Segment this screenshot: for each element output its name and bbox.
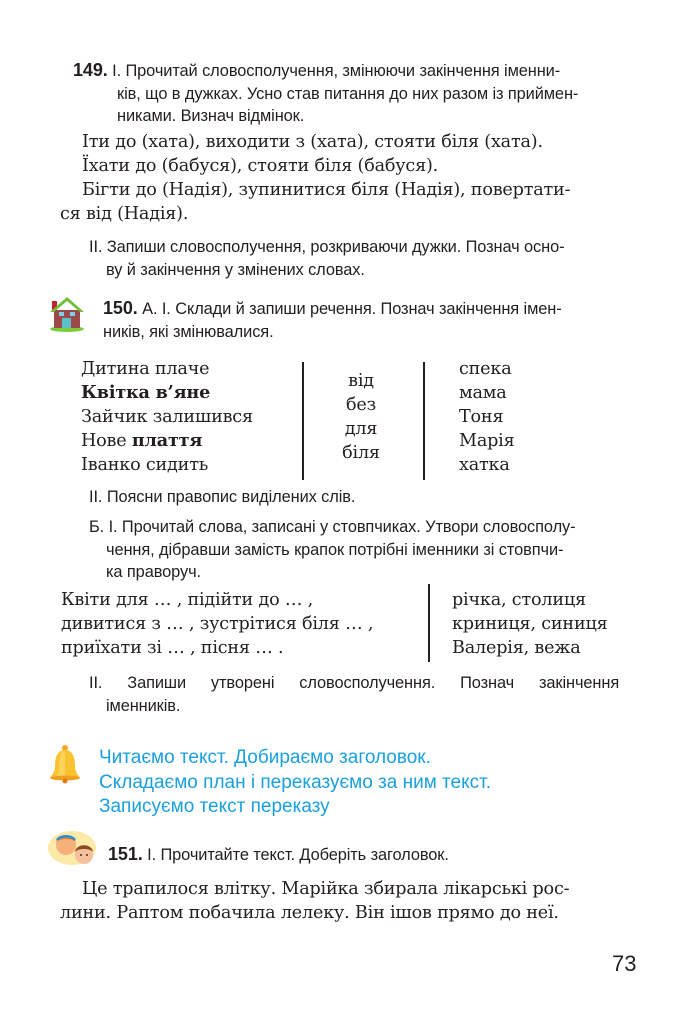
table-cell: Квітка в’яне [81, 382, 211, 403]
column-divider [423, 362, 425, 480]
table-cell: дивитися з … , зустрітися біля … , [61, 614, 374, 634]
task-149-instruction [73, 59, 643, 128]
instruction-line: чення, дібравши замість крапок потрібні іменники зі стовпчи- [106, 540, 564, 559]
table-cell: річка, столиця [452, 590, 586, 610]
instruction-line: ників, які змінювалися. [103, 322, 274, 341]
table-cell: спека [459, 359, 512, 379]
bell-icon [47, 744, 83, 784]
exercise-line: Іти до (хата), виходити з (хата), стояти біля (хата). [82, 132, 543, 152]
task-150-partA [103, 297, 643, 343]
instruction-line: ву й закінчення у змінених словах. [106, 260, 365, 279]
table-a-right-column [459, 357, 515, 477]
table-cell: Іванко сидить [81, 455, 209, 475]
instruction-line: І. Прочитайте текст. Доберіть заголовок. [147, 846, 449, 864]
text-line: лини. Раптом побачила лелеку. Він ішов прямо до неї. [60, 903, 559, 923]
table-cell: Нове плаття [81, 430, 203, 451]
house-icon [47, 295, 87, 333]
table-cell: Тоня [459, 407, 504, 427]
exercise-line: Бігти до (Надія), зупинитися біля (Надія), повертати- [82, 180, 571, 200]
task-150-partB2 [89, 672, 639, 717]
instruction-line: іменників. [106, 696, 181, 715]
column-divider [302, 362, 304, 480]
exercise-line: Їхати до (бабуся), стояти біля (бабуся). [82, 156, 439, 176]
reminder-line: Читаємо текст. Добираємо заголовок. [99, 747, 431, 768]
task-151-instruction [108, 843, 449, 867]
table-cell: хатка [459, 455, 510, 475]
task-149-exercise [60, 130, 640, 226]
reminder-text [99, 746, 491, 820]
table-cell: Марія [459, 431, 515, 451]
table-cell: Квіти для … , підійти до … , [61, 590, 314, 610]
task-number: 149. [73, 60, 108, 80]
task-149-part2 [89, 236, 649, 281]
table-cell: Дитина плаче [81, 359, 210, 379]
instruction-line: ків, що в дужках. Усно став питання до них разом із приймен- [117, 84, 579, 103]
reminder-line: Записуємо текст переказу [99, 796, 330, 817]
table-cell: криниця, синиця [452, 614, 608, 634]
task-150-partB [89, 516, 649, 584]
exercise-line: ся від (Надія). [60, 204, 189, 224]
task-number: 150. [103, 298, 138, 318]
task-150-partA2: ІІ. Поясни правопис виділених слів. [89, 488, 356, 506]
text-line: Це трапилося влітку. Марійка збирала лікарські рос- [82, 879, 570, 899]
table-a-middle-column [320, 369, 402, 465]
instruction-line: Б. І. Прочитай слова, записані у стовпчиках. Утвори словосполу- [89, 518, 576, 536]
table-cell: біля [342, 443, 380, 463]
instruction-line: І. Прочитай словосполучення, змінюючи закінчення іменни- [112, 62, 561, 80]
table-cell: Валерія, вежа [452, 638, 581, 658]
instruction-line: никами. Визнач відмінок. [117, 107, 305, 125]
reminder-line: Складаємо план і переказуємо за ним текст. [99, 771, 492, 793]
table-cell: приїхати зі … , пісня … . [61, 638, 284, 658]
children-icon [46, 828, 102, 868]
column-divider [428, 584, 430, 662]
page-number: 73 [612, 951, 637, 976]
table-cell: для [344, 419, 378, 439]
instruction-line: ІІ. Запиши утворені словосполучення. Познач закінчення [89, 674, 620, 692]
task-number: 151. [108, 844, 143, 864]
instruction-line: А. І. Склади й запиши речення. Познач закінчення імен- [142, 300, 562, 318]
instruction-line: ІІ. Запиши словосполучення, розкриваючи дужки. Познач осно- [89, 238, 565, 256]
table-cell: від [348, 371, 374, 391]
table-b-left-column [61, 588, 373, 660]
table-b-right-column [452, 588, 607, 660]
table-cell: Зайчик залишився [81, 407, 253, 427]
instruction-line: ка праворуч. [106, 563, 201, 581]
table-cell: мама [459, 383, 507, 403]
table-a-left-column [81, 357, 253, 477]
task-151-text [60, 877, 640, 925]
table-cell: без [345, 395, 376, 415]
